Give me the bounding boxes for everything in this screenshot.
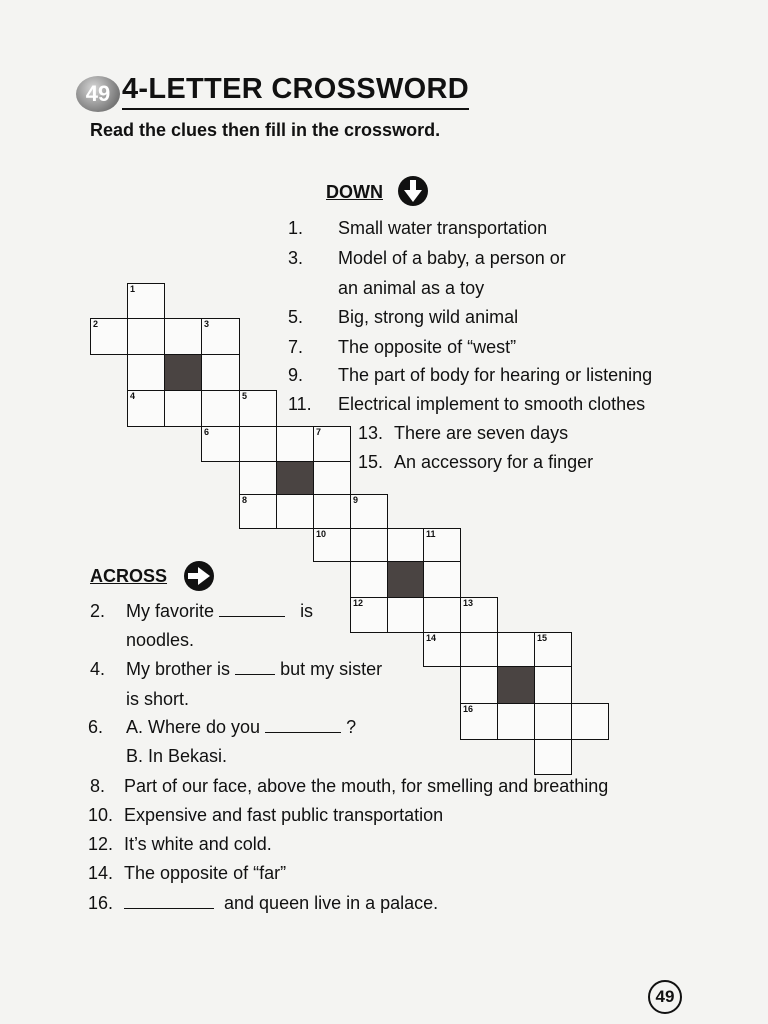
- down-clue-text: The opposite of “west”: [338, 337, 517, 357]
- clue-text-after-blank: ?: [346, 717, 357, 737]
- down-heading: DOWN: [326, 182, 383, 202]
- page-title: 4-LETTER CROSSWORD: [122, 70, 469, 110]
- down-clue-text: An accessory for a finger: [394, 452, 594, 472]
- crossword-cell[interactable]: [460, 597, 498, 633]
- across-clue-text-line2: is short.: [126, 689, 190, 709]
- across-clue-text: [126, 659, 382, 680]
- crossword-cell[interactable]: [571, 703, 609, 740]
- down-clue-number: 1.: [288, 218, 304, 238]
- exercise-number-badge: 49: [76, 76, 120, 112]
- down-clue-number: 9.: [288, 365, 304, 385]
- crossword-cell[interactable]: [534, 632, 572, 667]
- cell-number: 12: [353, 598, 364, 608]
- crossword-cell[interactable]: [497, 703, 535, 740]
- across-heading: ACROSS: [90, 566, 168, 586]
- crossword-black-square: [164, 354, 202, 391]
- answer-blank[interactable]: [235, 660, 275, 675]
- cell-number: 5: [242, 391, 248, 401]
- cell-number: 14: [426, 633, 437, 643]
- crossword-cell[interactable]: [313, 461, 351, 495]
- cell-number: 10: [316, 529, 327, 539]
- cell-number: 4: [130, 391, 136, 401]
- across-clue-text-line2: noodles.: [126, 630, 195, 650]
- crossword-cell[interactable]: [387, 528, 424, 562]
- answer-blank[interactable]: [124, 894, 214, 909]
- crossword-cell[interactable]: [350, 561, 388, 598]
- cell-number: 16: [463, 704, 474, 714]
- crossword-cell[interactable]: [164, 318, 202, 355]
- crossword-cell[interactable]: [201, 426, 240, 462]
- crossword-cell[interactable]: [350, 528, 388, 562]
- across-clue-number: 4.: [90, 659, 106, 679]
- clue-text-before-blank: My favorite: [126, 601, 215, 621]
- crossword-cell[interactable]: [201, 354, 240, 391]
- crossword-cell[interactable]: [127, 354, 165, 391]
- crossword-cell[interactable]: [239, 494, 277, 529]
- down-clue-number: 13.: [358, 423, 384, 443]
- across-clue-text-line2: B. In Bekasi.: [126, 746, 228, 766]
- crossword-cell[interactable]: [460, 703, 498, 740]
- across-clue-text: [126, 717, 356, 738]
- clue-text-after-blank: but my sister: [280, 659, 383, 679]
- crossword-cell[interactable]: [534, 703, 572, 740]
- answer-blank[interactable]: [265, 718, 341, 733]
- crossword-cell[interactable]: [313, 426, 351, 462]
- crossword-cell[interactable]: [239, 390, 277, 427]
- down-arrow-icon: [398, 176, 428, 206]
- crossword-cell[interactable]: [164, 390, 202, 427]
- cell-number: 6: [204, 427, 210, 437]
- down-clue-text: There are seven days: [394, 423, 569, 443]
- down-clue-number: 5.: [288, 307, 304, 327]
- crossword-cell[interactable]: [350, 494, 388, 529]
- crossword-cell[interactable]: [201, 390, 240, 427]
- clue-text-before-blank: A. Where do you: [126, 717, 261, 737]
- crossword-cell[interactable]: [313, 494, 351, 529]
- across-clue-number: 14.: [88, 863, 114, 883]
- crossword-cell[interactable]: [460, 632, 498, 667]
- down-clue-text: Electrical implement to smooth clothes: [338, 394, 646, 414]
- down-clue-number: 3.: [288, 248, 304, 268]
- crossword-cell[interactable]: [423, 632, 461, 667]
- down-clue-number: 7.: [288, 337, 304, 357]
- clue-text-after-blank: is: [300, 601, 314, 621]
- crossword-cell[interactable]: [423, 597, 461, 633]
- clue-text-before-blank: My brother is: [126, 659, 231, 679]
- crossword-cell[interactable]: [497, 632, 535, 667]
- across-clue-text: [126, 601, 313, 622]
- crossword-cell[interactable]: [350, 597, 388, 633]
- crossword-cell[interactable]: [423, 561, 461, 598]
- crossword-cell[interactable]: [127, 390, 165, 427]
- crossword-cell[interactable]: [313, 528, 351, 562]
- crossword-cell[interactable]: [201, 318, 240, 355]
- crossword-cell[interactable]: [127, 283, 165, 320]
- cell-number: 3: [204, 319, 210, 329]
- down-clue-number: 15.: [358, 452, 384, 472]
- across-clue-text: Part of our face, above the mouth, for smelling and breathing: [124, 776, 609, 796]
- crossword-cell[interactable]: [127, 318, 165, 355]
- instruction-text: Read the clues then fill in the crossword.: [90, 120, 441, 140]
- crossword-cell[interactable]: [276, 426, 314, 462]
- crossword-cell[interactable]: [423, 528, 461, 562]
- across-clue-number: 12.: [88, 834, 114, 854]
- right-arrow-icon: [184, 561, 214, 591]
- cell-number: 11: [426, 529, 436, 539]
- across-clue-text: It’s white and cold.: [124, 834, 272, 854]
- crossword-black-square: [276, 461, 314, 495]
- cell-number: 15: [537, 633, 548, 643]
- crossword-cell[interactable]: [534, 739, 572, 775]
- down-clue-text: Small water transportation: [338, 218, 548, 238]
- down-clue-text-line2: an animal as a toy: [338, 278, 485, 298]
- crossword-cell[interactable]: [534, 666, 572, 704]
- crossword-cell[interactable]: [276, 494, 314, 529]
- cell-number: 7: [316, 427, 322, 437]
- down-clue-number: 11.: [288, 394, 312, 414]
- across-clue-number: 6.: [88, 717, 104, 737]
- across-clue-number: 2.: [90, 601, 106, 621]
- crossword-cell[interactable]: [460, 666, 498, 704]
- crossword-cell[interactable]: [239, 461, 277, 495]
- cell-number: 8: [242, 495, 248, 505]
- cell-number: 9: [353, 495, 359, 505]
- crossword-cell[interactable]: [90, 318, 128, 355]
- crossword-black-square: [497, 666, 535, 704]
- answer-blank[interactable]: [219, 602, 285, 617]
- clue-text-after-blank: and queen live in a palace.: [224, 893, 439, 913]
- crossword-black-square: [387, 561, 424, 598]
- across-clue-text: Expensive and fast public transportation: [124, 805, 444, 825]
- across-clue-number: 8.: [90, 776, 106, 796]
- across-clue-text: [124, 893, 438, 914]
- across-clue-text: The opposite of “far”: [124, 863, 287, 883]
- crossword-cell[interactable]: [387, 597, 424, 633]
- down-clue-text: Big, strong wild animal: [338, 307, 519, 327]
- across-clue-number: 10.: [88, 805, 114, 825]
- page-number: 49: [648, 980, 682, 1014]
- across-clue-number: 16.: [88, 893, 114, 913]
- cell-number: 13: [463, 598, 474, 608]
- cell-number: 1: [130, 284, 136, 294]
- down-clue-text: Model of a baby, a person or: [338, 248, 566, 268]
- cell-number: 2: [93, 319, 99, 329]
- down-clue-text: The part of body for hearing or listening: [338, 365, 653, 385]
- crossword-cell[interactable]: [239, 426, 277, 462]
